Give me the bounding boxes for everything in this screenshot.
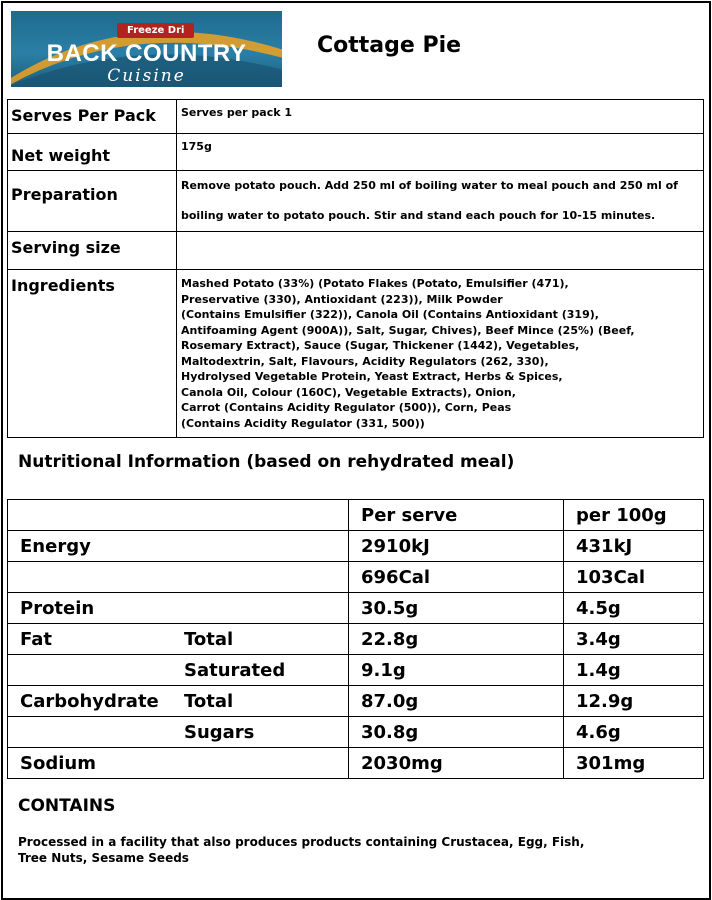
product-info-table xyxy=(7,99,704,438)
nutrient-sub: Total xyxy=(180,686,349,717)
info-row-preparation xyxy=(8,171,704,232)
logo-brand-name: BACK COUNTRY xyxy=(46,40,247,67)
per-serve-value: 696Cal xyxy=(349,562,564,593)
preparation-value: Remove potato pouch. Add 250 ml of boiling water to meal pouch and 250 ml of boiling water to potato pouch. Stir and stand each pouch for 10-15 minutes. xyxy=(177,171,704,232)
contains-title: CONTAINS xyxy=(18,796,116,816)
ingredients-line: Hydrolysed Vegetable Protein, Yeast Extract, Herbs & Spices, xyxy=(181,370,563,383)
ingredients-line: Mashed Potato (33%) (Potato Flakes (Potato, Emulsifier (471), xyxy=(181,277,569,290)
ingredients-line: Canola Oil, Colour (160C), Vegetable Extracts), Onion, xyxy=(181,385,516,399)
logo-badge: Freeze Dri xyxy=(117,23,194,38)
serving-size-value xyxy=(177,232,704,270)
nutrition-row xyxy=(8,655,704,686)
serving-size-label: Serving size xyxy=(8,232,177,270)
info-row-serves xyxy=(8,100,704,134)
nutrient-name xyxy=(8,717,181,748)
nutrient-name: Energy xyxy=(8,531,181,562)
serves-value: Serves per pack 1 xyxy=(177,100,704,134)
nutrition-table xyxy=(7,499,704,779)
per-100g-value: 103Cal xyxy=(564,562,704,593)
per-100g-value: 3.4g xyxy=(564,624,704,655)
nutrient-name xyxy=(8,562,181,593)
nutrient-name: Protein xyxy=(8,593,181,624)
ingredients-line: (Contains Emulsifier (322)), Canola Oil (Contains Antioxidant (319), xyxy=(181,308,599,321)
per-100g-value: 12.9g xyxy=(564,686,704,717)
logo-subtitle: Cuisine xyxy=(107,66,186,86)
ingredients-line: (Contains Acidity Regulator (331, 500)) xyxy=(181,416,425,430)
nutrition-header-row xyxy=(8,500,704,531)
nutrient-sub: Total xyxy=(180,624,349,655)
allergen-note-line: Processed in a facility that also produces products containing Crustacea, Egg, Fish, xyxy=(18,835,585,849)
per-100g-value: 4.6g xyxy=(564,717,704,748)
nutrient-sub: Saturated xyxy=(180,655,349,686)
nutrition-row xyxy=(8,717,704,748)
ingredients-line: Carrot (Contains Acidity Regulator (500)), Corn, Peas xyxy=(181,401,512,414)
nutrition-row xyxy=(8,686,704,717)
nutrient-sub: Sugars xyxy=(180,717,349,748)
ingredients-line: Preservative (330), Antioxidant (223)), Milk Powder xyxy=(181,292,503,306)
nutrient-name: Sodium xyxy=(8,748,181,779)
per-serve-header: Per serve xyxy=(349,500,564,531)
info-row-weight xyxy=(8,134,704,171)
per-serve-value: 30.8g xyxy=(349,717,564,748)
allergen-note xyxy=(18,834,638,866)
per-100g-value: 301mg xyxy=(564,748,704,779)
nutrient-sub xyxy=(180,748,349,779)
info-row-ingredients xyxy=(8,270,704,438)
nutrition-row xyxy=(8,624,704,655)
nutrition-title: Nutritional Information (based on rehydrated meal) xyxy=(18,452,515,472)
preparation-label: Preparation xyxy=(8,171,177,232)
nutrient-sub xyxy=(180,531,349,562)
per-serve-value: 22.8g xyxy=(349,624,564,655)
ingredients-value xyxy=(177,270,704,438)
per-serve-value: 2910kJ xyxy=(349,531,564,562)
ingredients-line: Maltodextrin, Salt, Flavours, Acidity Regulators (262, 330), xyxy=(181,354,549,368)
nutrient-name xyxy=(8,655,181,686)
nutrient-sub xyxy=(180,562,349,593)
info-row-serving-size xyxy=(8,232,704,270)
nutrition-row xyxy=(8,531,704,562)
per-serve-value: 87.0g xyxy=(349,686,564,717)
weight-label: Net weight xyxy=(8,134,177,171)
nutrition-row xyxy=(8,748,704,779)
allergen-note-line: Tree Nuts, Sesame Seeds xyxy=(18,851,189,865)
weight-value: 175g xyxy=(177,134,704,171)
product-title: Cottage Pie xyxy=(317,33,462,58)
serves-label: Serves Per Pack xyxy=(8,100,177,134)
nutrient-name: Carbohydrate xyxy=(8,686,181,717)
per-serve-value: 2030mg xyxy=(349,748,564,779)
ingredients-label: Ingredients xyxy=(8,270,177,438)
nutrient-sub xyxy=(180,593,349,624)
ingredients-line: Rosemary Extract), Sauce (Sugar, Thickener (1442), Vegetables, xyxy=(181,339,580,352)
per-100g-value: 431kJ xyxy=(564,531,704,562)
ingredients-line: Antifoaming Agent (900A)), Salt, Sugar, Chives), Beef Mince (25%) (Beef, xyxy=(181,323,635,337)
per-100g-header: per 100g xyxy=(564,500,704,531)
per-serve-value: 9.1g xyxy=(349,655,564,686)
brand-logo xyxy=(11,11,282,87)
per-100g-value: 1.4g xyxy=(564,655,704,686)
nutrient-name: Fat xyxy=(8,624,181,655)
per-100g-value: 4.5g xyxy=(564,593,704,624)
nutrition-row xyxy=(8,562,704,593)
nutrition-row xyxy=(8,593,704,624)
per-serve-value: 30.5g xyxy=(349,593,564,624)
